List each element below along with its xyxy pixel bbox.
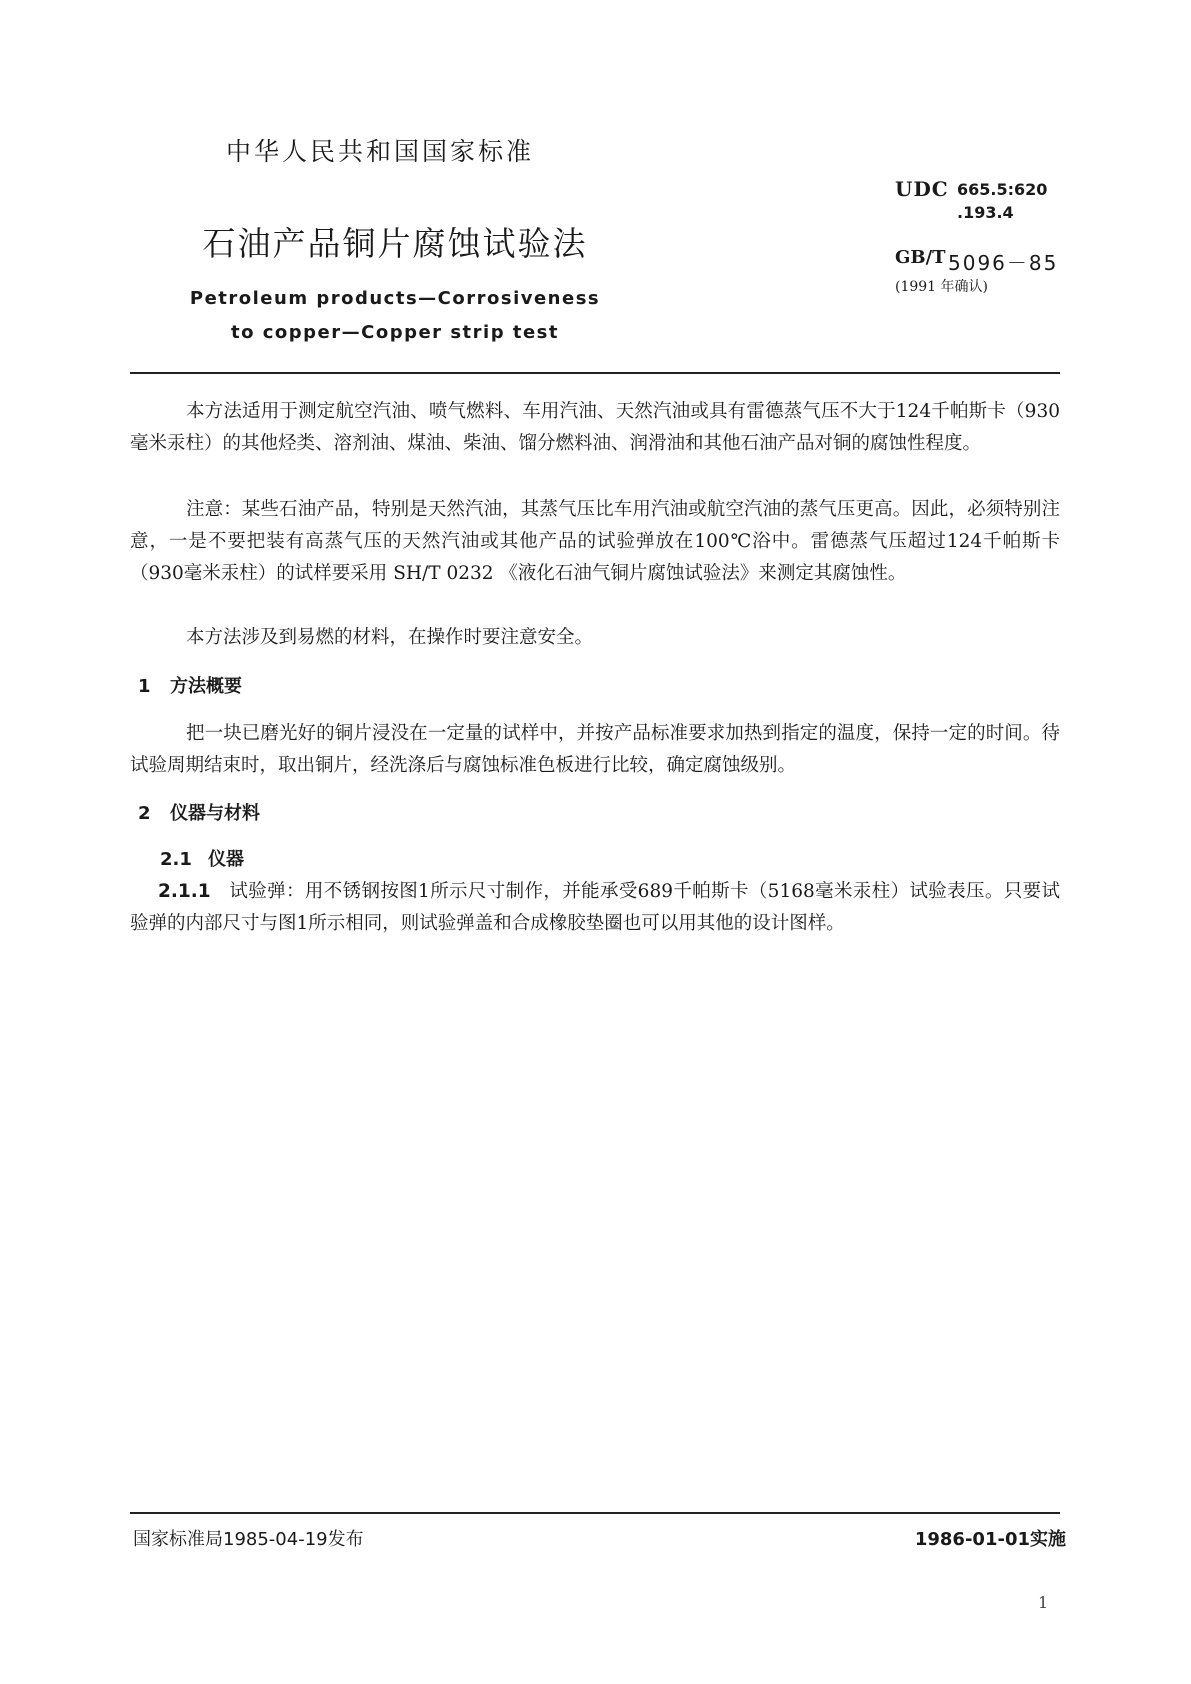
- national-standard-heading: 中华人民共和国国家标准: [225, 137, 534, 166]
- title-en-line1: Petroleum products—Corrosiveness: [189, 288, 601, 309]
- item-2-1-1: [130, 876, 1060, 940]
- item-2-1-1-number: 2.1.1: [158, 881, 211, 902]
- section-2-title: 仪器与材料: [170, 803, 260, 824]
- gb-label: GB/T: [895, 247, 946, 268]
- section-1-number: 1: [138, 676, 151, 697]
- section-1-title: 方法概要: [170, 676, 242, 697]
- safety-paragraph: 本方法涉及到易燃的材料，在操作时要注意安全。: [186, 627, 594, 648]
- note-paragraph: 注意：某些石油产品，特别是天然汽油，其蒸气压比车用汽油或航空汽油的蒸气压更高。因此，必须特别注意，一是不要把装有高蒸气压的天然汽油或其他产品的试验弹放在100℃浴中。雷德蒸气压超过124千帕斯卡（930毫米汞柱）的试样要采用 SH/T 0232 《液化石油气铜片腐蚀试验法》来测定其腐蚀性。: [130, 499, 1060, 584]
- section-2-1-heading: [160, 845, 244, 871]
- item-2-1-1-text: 试验弹：用不锈钢按图1所示尺寸制作，并能承受689千帕斯卡（5168毫米汞柱）试验表压。只要试验弹的内部尺寸与图1所示相同，则试验弹盖和合成橡胶垫圈也可以用其他的设计图样。: [130, 881, 1060, 934]
- section-2-number: 2: [138, 803, 151, 824]
- title-en-line2: to copper—Copper strip test: [231, 322, 559, 343]
- document-title-zh: 石油产品铜片腐蚀试验法: [202, 224, 588, 263]
- confirmed-year: (1991 年确认): [895, 279, 989, 295]
- section-1-heading: [138, 672, 242, 698]
- udc-code-line2: .193.4: [957, 203, 1014, 222]
- udc-label: UDC: [895, 177, 949, 201]
- intro-paragraph: 本方法适用于测定航空汽油、喷气燃料、车用汽油、天然汽油或具有雷德蒸气压不大于124千帕斯卡（930毫米汞柱）的其他烃类、溶剂油、煤油、柴油、馏分燃料油、润滑油和其他石油产品对铜的腐蚀性程度。: [130, 401, 1060, 454]
- udc-code-line1: 665.5:620: [957, 180, 1048, 199]
- section-1-text: 把一块已磨光好的铜片浸没在一定量的试样中，并按产品标准要求加热到指定的温度，保持一定的时间。待试验周期结束时，取出铜片，经洗涤后与腐蚀标准色板进行比较，确定腐蚀级别。: [130, 723, 1060, 776]
- section-2-heading: [138, 799, 260, 825]
- section-2-1-title: 仪器: [208, 849, 244, 870]
- page-number: 1: [1038, 1593, 1049, 1612]
- section-2-1-number: 2.1: [160, 849, 192, 870]
- header-divider: [130, 372, 1060, 374]
- footer-divider: [130, 1512, 1060, 1514]
- effective-date: 1986-01-01实施: [914, 1529, 1066, 1550]
- issue-date: 国家标准局1985-04-19发布: [133, 1529, 364, 1550]
- gb-number: 5096－85: [948, 251, 1059, 275]
- document-title-en: [0, 282, 790, 350]
